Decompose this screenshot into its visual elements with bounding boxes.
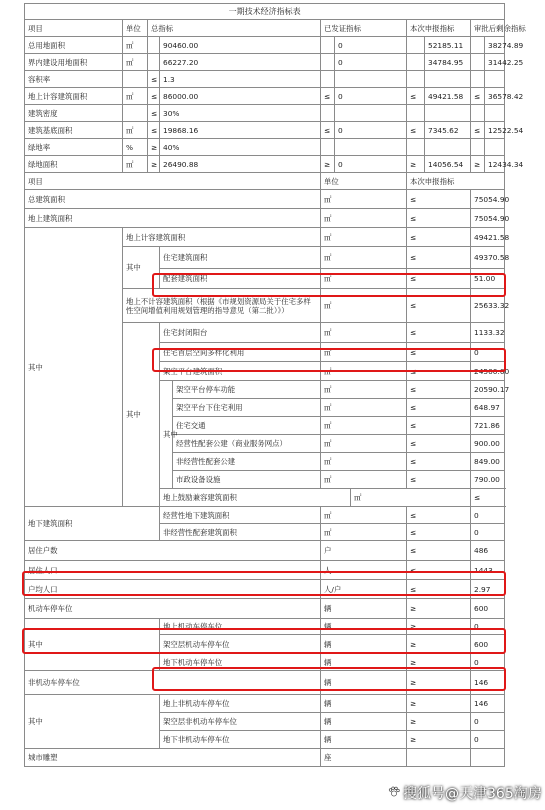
- row-item: 机动车停车位: [25, 599, 321, 619]
- table-row: [25, 209, 505, 228]
- row-issued-op: [321, 71, 335, 88]
- row-issued-op: [321, 105, 335, 122]
- row-unit: ㎡: [321, 471, 407, 489]
- row-value: 146: [471, 695, 505, 713]
- row-unit: [123, 105, 148, 122]
- row-unit: 辆: [321, 599, 407, 619]
- row-op: ≥: [407, 713, 471, 731]
- row-unit: ㎡: [321, 209, 407, 228]
- row-remain: 38274.89: [485, 37, 505, 54]
- row-remain-op: ≤: [471, 122, 485, 139]
- col-header-unit: 单位: [123, 20, 148, 37]
- row-value: 0: [471, 731, 505, 749]
- row-item: 地上计容建筑面积: [25, 88, 123, 105]
- table-row: [25, 561, 505, 580]
- row-op: ≤: [407, 417, 471, 435]
- row-item: 地下机动车停车位: [160, 654, 321, 671]
- row-value: 51.00: [471, 269, 505, 289]
- row-unit: 辆: [321, 619, 407, 635]
- row-item: 住宅交通: [173, 417, 321, 435]
- row-item: 绿地率: [25, 139, 123, 156]
- row-item: 界内建设用地面积: [25, 54, 123, 71]
- row-op: ≤: [407, 471, 471, 489]
- row-unit: 辆: [321, 654, 407, 671]
- row-value: 486: [471, 541, 505, 561]
- table-row: [25, 122, 505, 139]
- row-item: 架空平台建筑面积: [160, 362, 321, 381]
- row-apply: 7345.62: [425, 122, 471, 139]
- table-row: [25, 671, 505, 695]
- row-item: 居住户数: [25, 541, 321, 561]
- header-row: [25, 20, 505, 37]
- row-value: 900.00: [471, 435, 505, 453]
- row-total: 90460.00: [160, 37, 321, 54]
- table-title: 一期技术经济指标表: [25, 4, 505, 20]
- row-issued-op: [321, 37, 335, 54]
- watermark: [388, 783, 542, 803]
- row-remain-op: [471, 37, 485, 54]
- row-unit: 人: [321, 561, 407, 580]
- row-unit: ㎡: [123, 156, 148, 173]
- row-op: ≤: [407, 399, 471, 417]
- row-value: 790.00: [471, 471, 505, 489]
- row-total: 40%: [160, 139, 321, 156]
- row-total: 86000.00: [160, 88, 321, 105]
- row-item: 地上非机动车停车位: [160, 695, 321, 713]
- row-apply-op: [407, 71, 425, 88]
- row-op: ≤: [148, 71, 160, 88]
- row-item: 经营性地下建筑面积: [160, 507, 321, 524]
- row-apply-op: [407, 105, 425, 122]
- row-op: ≤: [471, 489, 505, 507]
- row-op: ≥: [407, 599, 471, 619]
- row-apply: [425, 139, 471, 156]
- row-op: ≥: [148, 156, 160, 173]
- group-label-qizhong: 其中: [25, 695, 160, 749]
- row-unit: [123, 71, 148, 88]
- table-row: [25, 54, 505, 71]
- row-op: [148, 37, 160, 54]
- row-unit: ㎡: [321, 507, 407, 524]
- row-op: ≤: [407, 247, 471, 269]
- row-item: 非经营性配套建筑面积: [160, 524, 321, 541]
- row-unit: 辆: [321, 731, 407, 749]
- row-item: 架空平台停车功能: [173, 381, 321, 399]
- row-op: ≤: [148, 105, 160, 122]
- row-apply-op: ≤: [407, 122, 425, 139]
- row-item: 居住人口: [25, 561, 321, 580]
- row-op: ≤: [407, 561, 471, 580]
- row-item: 经营性配套公建（商业服务网点）: [173, 435, 321, 453]
- row-op: ≥: [407, 619, 471, 635]
- row-unit: ㎡: [351, 489, 471, 507]
- row-op: ≤: [407, 362, 471, 381]
- row-op: ≥: [407, 635, 471, 654]
- row-op: ≤: [407, 507, 471, 524]
- row-unit: ㎡: [123, 88, 148, 105]
- table-row: [25, 37, 505, 54]
- row-value: 0: [471, 343, 505, 362]
- header-row-2: [25, 173, 505, 190]
- row-unit: ㎡: [321, 228, 407, 247]
- row-item: 住宅建筑面积: [160, 247, 321, 269]
- row-item: 总建筑面积: [25, 190, 321, 209]
- row-remain: 12434.34: [485, 156, 505, 173]
- row-unit: 座: [321, 749, 407, 767]
- group-label-qizhong: 其中: [25, 228, 123, 507]
- row-unit: 人/户: [321, 580, 407, 599]
- row-value: 75054.90: [471, 190, 505, 209]
- row-item: 地上计容建筑面积: [123, 228, 321, 247]
- table-row: [25, 228, 505, 247]
- paw-icon: [388, 786, 400, 802]
- row-op: ≤: [407, 289, 471, 323]
- row-value: 648.97: [471, 399, 505, 417]
- row-op: ≤: [407, 580, 471, 599]
- row-apply-op: ≤: [407, 88, 425, 105]
- row-op: [407, 749, 471, 767]
- col-header-item-2: 项目: [25, 173, 321, 190]
- row-unit: 辆: [321, 695, 407, 713]
- row-remain: 31442.25: [485, 54, 505, 71]
- row-item: 非经营性配套公建: [173, 453, 321, 471]
- col-header-apply: 本次申报指标: [407, 20, 471, 37]
- table-row: [25, 88, 505, 105]
- row-unit: ㎡: [321, 435, 407, 453]
- row-issued: 0: [335, 37, 407, 54]
- row-value: [471, 749, 505, 767]
- group-label-qizhong: 其中: [25, 619, 160, 671]
- row-unit: 户: [321, 541, 407, 561]
- table-row: [25, 105, 505, 122]
- tech-economic-indicator-sheet: [24, 3, 526, 808]
- row-item: 市政设备设施: [173, 471, 321, 489]
- row-value: 1133.32: [471, 323, 505, 343]
- table-row: [25, 749, 505, 767]
- row-issued-op: [321, 54, 335, 71]
- row-remain-op: [471, 54, 485, 71]
- row-item: 地上建筑面积: [25, 209, 321, 228]
- row-op: ≤: [407, 209, 471, 228]
- row-item: 建筑密度: [25, 105, 123, 122]
- col-header-unit-2: 单位: [321, 173, 407, 190]
- row-item: 总用地面积: [25, 37, 123, 54]
- table-row: [25, 541, 505, 561]
- row-value: 0: [471, 619, 505, 635]
- table-row: [25, 139, 505, 156]
- row-item: 架空层机动车停车位: [160, 635, 321, 654]
- row-unit: ㎡: [321, 381, 407, 399]
- col-header-total: 总指标: [148, 20, 321, 37]
- row-value: 0: [471, 524, 505, 541]
- table-row: [25, 695, 505, 713]
- row-op: ≥: [148, 139, 160, 156]
- row-issued-op: [321, 139, 335, 156]
- col-header-apply-2: 本次申报指标: [407, 173, 505, 190]
- row-apply-op: [407, 37, 425, 54]
- row-op: ≤: [407, 453, 471, 471]
- row-item: 户均人口: [25, 580, 321, 599]
- row-value: 849.00: [471, 453, 505, 471]
- row-unit: ㎡: [321, 362, 407, 381]
- row-item: 架空平台下住宅利用: [173, 399, 321, 417]
- row-remain: 36578.42: [485, 88, 505, 105]
- subgroup-label-qizhong: 其中: [123, 247, 160, 289]
- row-op: ≥: [407, 731, 471, 749]
- row-apply-op: [407, 139, 425, 156]
- row-value: 0: [471, 507, 505, 524]
- row-op: [148, 54, 160, 71]
- group-label-dixia: 地下建筑面积: [25, 507, 160, 541]
- row-unit: 辆: [321, 635, 407, 654]
- row-value: 75054.90: [471, 209, 505, 228]
- row-op: ≤: [407, 269, 471, 289]
- row-total: 30%: [160, 105, 321, 122]
- row-total: 1.3: [160, 71, 321, 88]
- row-op: ≥: [407, 671, 471, 695]
- row-item: 容积率: [25, 71, 123, 88]
- row-apply-op: [407, 54, 425, 71]
- row-op: ≤: [407, 435, 471, 453]
- row-total: 66227.20: [160, 54, 321, 71]
- row-item: 住宅封闭阳台: [160, 323, 321, 343]
- table-row: [25, 580, 505, 599]
- row-total: 26490.88: [160, 156, 321, 173]
- row-op: ≤: [407, 190, 471, 209]
- table-row: [25, 156, 505, 173]
- row-issued: [335, 139, 407, 156]
- row-unit: ㎡: [321, 269, 407, 289]
- row-item: 架空层非机动车停车位: [160, 713, 321, 731]
- row-op: ≥: [407, 654, 471, 671]
- row-value: 49370.58: [471, 247, 505, 269]
- row-unit: ㎡: [321, 247, 407, 269]
- col-header-remain: 审批后剩余指标: [471, 20, 505, 37]
- row-issued: 0: [335, 156, 407, 173]
- row-apply: 34784.95: [425, 54, 471, 71]
- col-header-item: 项目: [25, 20, 123, 37]
- row-item: 城市雕塑: [25, 749, 321, 767]
- row-item: 地上鼓励兼容建筑面积: [160, 489, 351, 507]
- table-row: [25, 619, 505, 635]
- row-apply: 49421.58: [425, 88, 471, 105]
- row-value: 600: [471, 599, 505, 619]
- row-item: 地上机动车停车位: [160, 619, 321, 635]
- row-unit: ㎡: [321, 343, 407, 362]
- row-unit: ㎡: [123, 37, 148, 54]
- row-value: 20590.17: [471, 381, 505, 399]
- row-issued: [335, 105, 407, 122]
- row-value: 49421.58: [471, 228, 505, 247]
- subgroup-label-qizhong: 其中: [123, 323, 160, 507]
- col-header-issued: 已发证指标: [321, 20, 407, 37]
- row-remain-op: ≥: [471, 156, 485, 173]
- row-remain-op: [471, 71, 485, 88]
- row-remain: [485, 139, 505, 156]
- row-unit: 辆: [321, 713, 407, 731]
- row-unit: ㎡: [123, 54, 148, 71]
- row-op: ≤: [407, 323, 471, 343]
- table-row: [25, 507, 505, 524]
- row-op: ≤: [407, 343, 471, 362]
- row-issued-op: ≥: [321, 156, 335, 173]
- table-row: [25, 599, 505, 619]
- row-value: 2.97: [471, 580, 505, 599]
- row-unit: ㎡: [321, 289, 407, 323]
- table-row: [25, 71, 505, 88]
- row-remain: [485, 71, 505, 88]
- table-row: [25, 190, 505, 209]
- row-unit: ㎡: [321, 323, 407, 343]
- watermark-text: 搜狐号@天津365淘房: [403, 786, 542, 802]
- row-item: 地上不计容建筑面积（根据《市规划资源局关于住宅多样性空间增值利用规划管理的指导意见（第二批）》）: [123, 289, 321, 323]
- row-value: 146: [471, 671, 505, 695]
- row-op: ≤: [407, 524, 471, 541]
- row-apply: [425, 105, 471, 122]
- row-issued: [335, 71, 407, 88]
- row-item: 非机动车停车位: [25, 671, 321, 695]
- row-item: 地下非机动车停车位: [160, 731, 321, 749]
- row-op: ≤: [407, 228, 471, 247]
- subsub-label-qizhong: 其中: [160, 381, 173, 489]
- row-value: 600: [471, 635, 505, 654]
- row-unit: ㎡: [321, 524, 407, 541]
- row-value: 0: [471, 654, 505, 671]
- row-issued: 0: [335, 88, 407, 105]
- row-remain-op: [471, 105, 485, 122]
- row-unit: %: [123, 139, 148, 156]
- row-issued: 0: [335, 54, 407, 71]
- row-item: 配套建筑面积: [160, 269, 321, 289]
- row-unit: ㎡: [321, 453, 407, 471]
- row-apply: 52185.11: [425, 37, 471, 54]
- row-value: 25633.32: [471, 289, 505, 323]
- row-apply: 14056.54: [425, 156, 471, 173]
- row-op: ≤: [407, 541, 471, 561]
- row-unit: ㎡: [123, 122, 148, 139]
- row-remain-op: [471, 139, 485, 156]
- row-value: 1443: [471, 561, 505, 580]
- row-op: ≥: [407, 695, 471, 713]
- row-item: 住宅首层空间多样化利用: [160, 343, 321, 362]
- row-op: ≤: [148, 88, 160, 105]
- row-remain: [485, 105, 505, 122]
- row-apply: [425, 71, 471, 88]
- row-unit: ㎡: [321, 399, 407, 417]
- row-apply-op: ≥: [407, 156, 425, 173]
- row-total: 19868.16: [160, 122, 321, 139]
- row-item: 建筑基底面积: [25, 122, 123, 139]
- row-item: 绿地面积: [25, 156, 123, 173]
- row-issued-op: ≤: [321, 88, 335, 105]
- row-remain: 12522.54: [485, 122, 505, 139]
- row-unit: 辆: [321, 671, 407, 695]
- row-op: ≤: [148, 122, 160, 139]
- row-unit: ㎡: [321, 190, 407, 209]
- row-issued: 0: [335, 122, 407, 139]
- row-value: 24500.00: [471, 362, 505, 381]
- indicator-table: [24, 3, 526, 767]
- row-remain-op: ≤: [471, 88, 485, 105]
- row-op: ≤: [407, 381, 471, 399]
- row-value: 0: [471, 713, 505, 731]
- row-unit: ㎡: [321, 417, 407, 435]
- row-issued-op: ≤: [321, 122, 335, 139]
- row-value: 721.86: [471, 417, 505, 435]
